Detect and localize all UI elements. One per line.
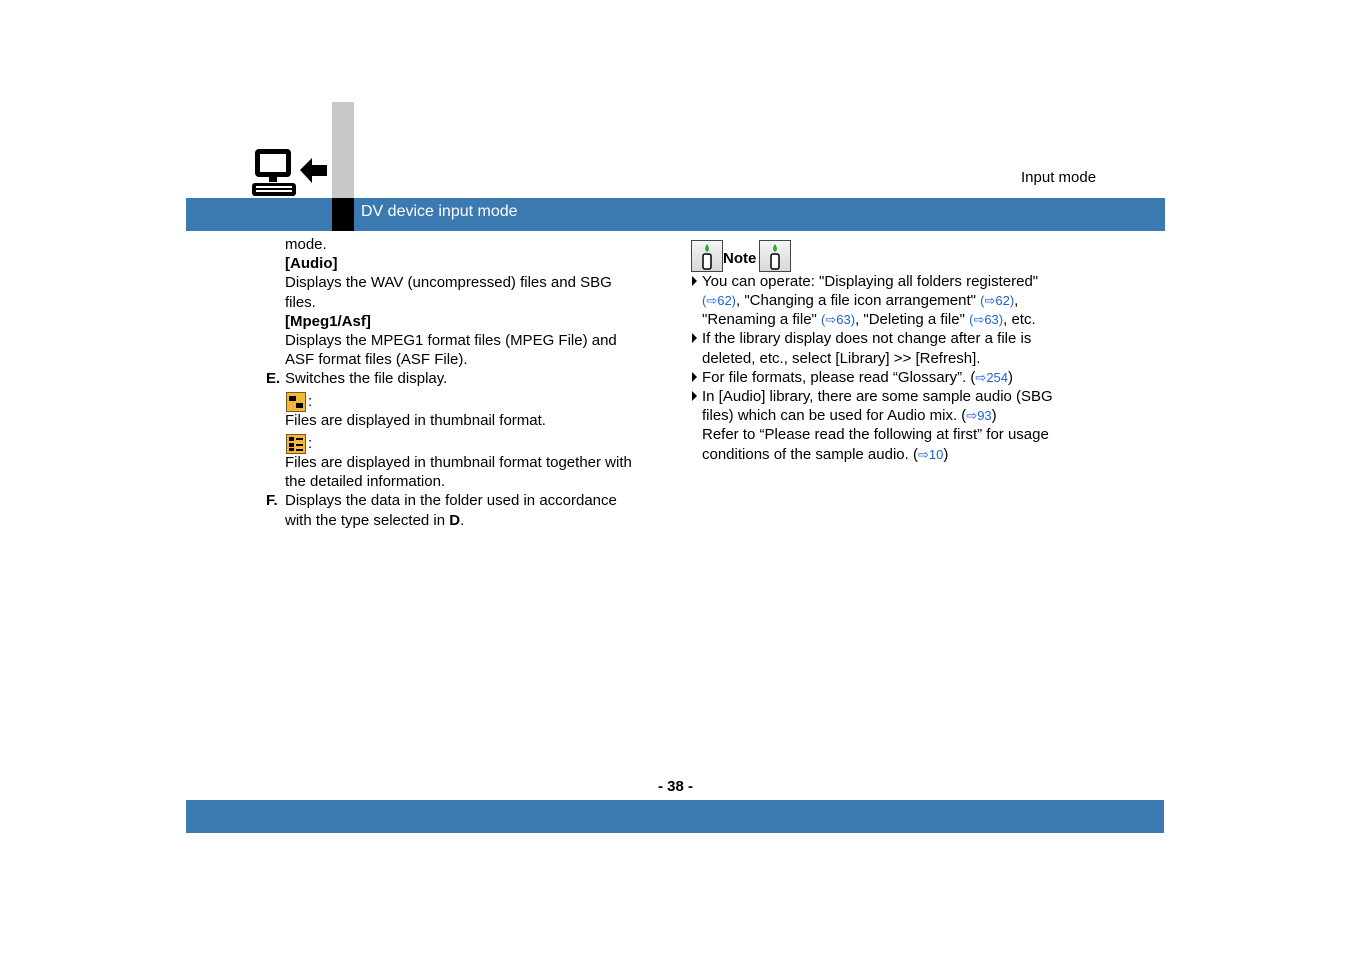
link-93[interactable]: ⇨93 bbox=[966, 408, 992, 423]
detail-view-icon bbox=[286, 434, 306, 454]
bold-ref: D bbox=[449, 512, 461, 529]
page-number: - 38 - bbox=[657, 778, 693, 795]
mpeg-desc-1: Displays the MPEG1 format files (MPEG File) and bbox=[285, 332, 617, 349]
audio-desc-2: files. bbox=[285, 294, 316, 311]
text: conditions of the sample audio. ( bbox=[702, 446, 918, 463]
note-item-1-line-3 bbox=[702, 310, 1036, 329]
detail-desc-1: Files are displayed in thumbnail format together with bbox=[285, 454, 632, 471]
header-tab-gray bbox=[332, 102, 354, 198]
link-62[interactable]: (⇨62) bbox=[702, 293, 737, 308]
text: , etc. bbox=[1003, 311, 1036, 328]
mode-text: mode. bbox=[285, 236, 327, 253]
item-e-text: Switches the file display. bbox=[285, 370, 448, 387]
computer-input-icon bbox=[250, 147, 330, 203]
text: , "Deleting a file" bbox=[855, 311, 970, 328]
text: . bbox=[460, 512, 465, 529]
text: , "Changing a file icon arrangement" bbox=[736, 292, 981, 309]
text: ) bbox=[991, 407, 997, 424]
note-item-1-line-1: You can operate: "Displaying all folders registered" bbox=[702, 273, 1039, 290]
item-f-text-1: Displays the data in the folder used in accordance bbox=[285, 492, 617, 509]
link-62[interactable]: (⇨62) bbox=[980, 293, 1015, 308]
text: with the type selected in bbox=[285, 512, 450, 529]
link-63[interactable]: (⇨63) bbox=[969, 312, 1004, 327]
text: , bbox=[1014, 292, 1019, 309]
text: ) bbox=[943, 446, 949, 463]
section-label: Input mode bbox=[1021, 169, 1097, 186]
item-f-label: F. bbox=[266, 492, 278, 509]
bullet-icon bbox=[692, 333, 697, 343]
text: "Renaming a file" bbox=[702, 311, 822, 328]
footer-bar bbox=[186, 800, 1164, 833]
bullet-icon bbox=[692, 276, 697, 286]
note-item-1-line-2 bbox=[702, 291, 1018, 310]
thumbnail-view-icon bbox=[286, 392, 306, 412]
colon: : bbox=[308, 435, 313, 452]
note-item-2-line-2: deleted, etc., select [Library] >> [Refresh]. bbox=[702, 350, 981, 367]
mpeg-desc-2: ASF format files (ASF File). bbox=[285, 351, 468, 368]
item-e-label: E. bbox=[266, 370, 281, 387]
note-icon bbox=[759, 240, 791, 272]
text: ) bbox=[1008, 369, 1014, 386]
page-title: DV device input mode bbox=[361, 203, 518, 220]
link-63[interactable]: (⇨63) bbox=[821, 312, 856, 327]
bullet-icon bbox=[692, 372, 697, 382]
header-tab-black bbox=[332, 198, 354, 231]
note-item-4-line-2 bbox=[702, 406, 997, 425]
link-254[interactable]: ⇨254 bbox=[975, 370, 1009, 385]
thumbnail-desc: Files are displayed in thumbnail format. bbox=[285, 412, 546, 429]
note-item-4-line-1: In [Audio] library, there are some sample audio (SBG bbox=[702, 388, 1053, 405]
audio-desc-1: Displays the WAV (uncompressed) files and SBG bbox=[285, 274, 612, 291]
colon: : bbox=[308, 393, 313, 410]
bullet-icon bbox=[692, 391, 697, 401]
note-item-2-line-1: If the library display does not change after a file is bbox=[702, 330, 1032, 347]
mpeg-heading: [Mpeg1/Asf] bbox=[285, 313, 371, 330]
link-10[interactable]: ⇨10 bbox=[917, 447, 944, 462]
note-label: Note bbox=[723, 250, 757, 267]
item-f-text-2 bbox=[285, 511, 464, 530]
text: files) which can be used for Audio mix. ( bbox=[702, 407, 967, 424]
note-item-4-line-3: Refer to “Please read the following at first” for usage bbox=[702, 426, 1049, 443]
detail-desc-2: the detailed information. bbox=[285, 473, 446, 490]
text: For file formats, please read “Glossary”. ( bbox=[702, 369, 976, 386]
note-item-3 bbox=[702, 368, 1013, 387]
note-item-4-line-4 bbox=[702, 445, 948, 464]
note-icon bbox=[691, 240, 723, 272]
audio-heading: [Audio] bbox=[285, 255, 338, 272]
